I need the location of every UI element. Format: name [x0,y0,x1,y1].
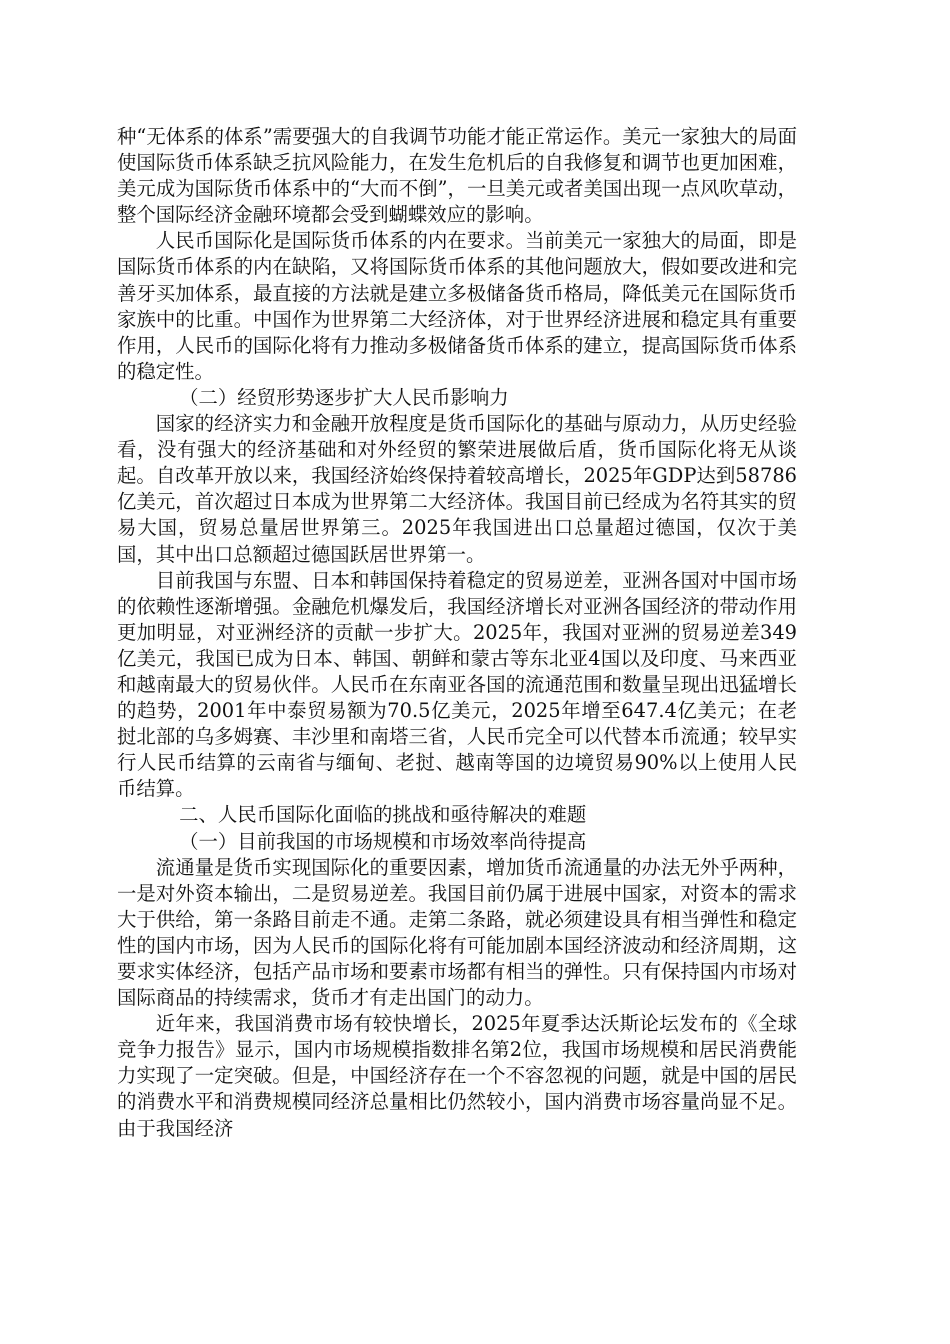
document-page [117,124,797,1142]
paragraph-economic-strength: 国家的经济实力和金融开放程度是货币国际化的基础与原动力，从历史经验看，没有强大的经济基础和对外经贸的繁荣进展做后盾，货币国际化将无从谈起。自改革开放以来，我国经济始终保持着较高增长，2025年GDP达到58786亿美元，首次超过日本成为世界第二大经济体。我国目前已经成为名符其实的贸易大国，贸易总量居世界第三。2025年我国进出口总量超过德国，仅次于美国，其中出口总额超过德国跃居世界第一。 [117,412,797,566]
section-heading-challenges: 二、人民币国际化面临的挑战和亟待解决的难题 [179,803,587,827]
paragraph-consumption: 近年来，我国消费市场有较快增长，2025年夏季达沃斯论坛发布的《全球竞争力报告》显示，国内市场规模指数排名第2位，我国市场规模和居民消费能力实现了一定突破。但是，中国经济存在一个不容忽视的问题，就是中国的居民的消费水平和消费规模同经济总量相比仍然较小，国内消费市场容量尚显不足。由于我国经济 [117,1012,797,1140]
paragraph-continued: 种“无体系的体系”需要强大的自我调节功能才能正常运作。美元一家独大的局面使国际货币体系缺乏抗风险能力，在发生危机后的自我修复和调节也更加困难，美元成为国际货币体系中的“大而不倒”，一旦美元或者美国出现一点风吹草动，整个国际经济金融环境都会受到蝴蝶效应的影响。 [117,125,797,227]
paragraph-circulation: 流通量是货币实现国际化的重要因素，增加货币流通量的办法无外乎两种，一是对外资本输出，二是贸易逆差。我国目前仍属于进展中国家，对资本的需求大于供给，第一条路目前走不通。走第二条路，就必须建设具有相当弹性和稳定性的国内市场，因为人民币的国际化将有可能加剧本国经济波动和经济周期，这要求实体经济，包括产品市场和要素市场都有相当的弹性。只有保持国内市场对国际商品的持续需求，货币才有走出国门的动力。 [117,855,797,1010]
paragraph-asia-trade: 目前我国与东盟、日本和韩国保持着稳定的贸易逆差，亚洲各国对中国市场的依赖性逐渐增强。金融危机爆发后，我国经济增长对亚洲各国经济的带动作用更加明显，对亚洲经济的贡献一步扩大。2025年，我国对亚洲的贸易逆差349亿美元，我国已成为日本、韩国、朝鲜和蒙古等东北亚4国以及印度、马来西亚和越南最大的贸易伙伴。人民币在东南亚各国的流通范围和数量呈现出迅猛增长的趋势，2001年中泰贸易额为70.5亿美元，2025年增至647.4亿美元；在老挝北部的乌多姆赛、丰沙里和南塔三省，人民币完全可以代替本币流通；较早实行人民币结算的云南省与缅甸、老挝、越南等国的边境贸易90%以上使用人民币结算。 [117,568,797,801]
section-heading-market-scale: （一）目前我国的市场规模和市场效率尚待提高 [179,829,587,853]
section-heading-trade: （二）经贸形势逐步扩大人民币影响力 [179,385,509,409]
paragraph-reserve-currency: 人民币国际化是国际货币体系的内在要求。当前美元一家独大的局面，即是国际货币体系的内在缺陷，又将国际货币体系的其他问题放大，假如要改进和完善牙买加体系，最直接的方法就是建立多极储备货币格局，降低美元在国际货币家族中的比重。中国作为世界第二大经济体，对于世界经济进展和稳定具有重要作用，人民币的国际化将有力推动多极储备货币体系的建立，提高国际货币体系的稳定性。 [117,229,797,383]
